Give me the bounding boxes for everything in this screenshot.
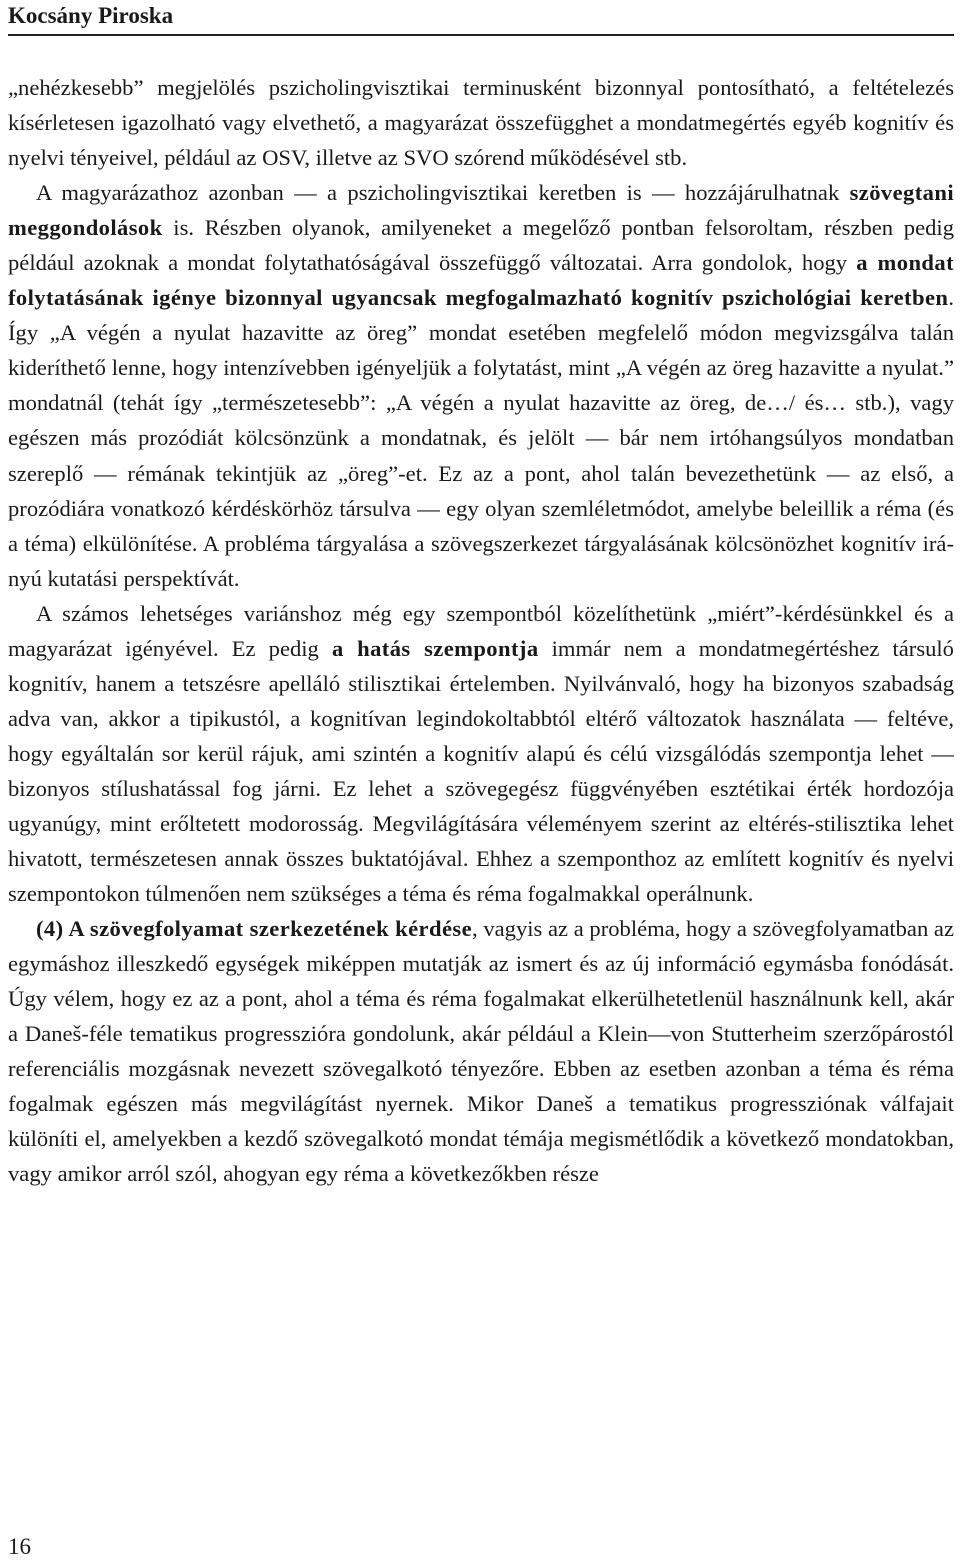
running-header-author: Kocsány Piroska xyxy=(8,3,174,28)
paragraph-text: is. Részben olyanok, amilyeneket a megelőző pontban felsoroltam, részben pedig például azoknak a mondat folytathatóságával összefüggő változatai. Arra gondolok, hogy xyxy=(8,215,954,276)
paragraph-text: , vagyis az a probléma, hogy a szövegfolyamatban az egymáshoz illeszkedő egységek miképpen mutatják az ismert és az új információ egymásba fonódását. Úgy vélem, hogy ez az a pont, ahol a téma és réma fogalmakat elkerülhetetlenül használnunk kell, akár a Daneš-féle tematikus progresszióra gondolunk, akár például a Klein—von Stutterheim szerzőpárostól referenciális mozgásnak nevezett szövegalkotó tényezőre. Ebben az esetben azonban a téma és réma fogalmak egészen más megvilágítást nyernek. Mikor Daneš a tematikus progressziónak válfajait különíti el, amelyekben a kezdő szövegalkotó mondat témája megismétlődik a következő mondatokban, vagy amikor arról szól, ahogyan egy réma a következőkben része xyxy=(8,916,954,1187)
body-text xyxy=(8,70,954,1192)
body-paragraph xyxy=(8,911,954,1191)
paragraph-text: A magyarázathoz azonban — a pszicholingvisztikai keretben is — hozzájárulhatnak xyxy=(36,180,850,206)
emphasized-text: a hatás szempontja xyxy=(331,635,539,661)
page-number: 16 xyxy=(8,1534,31,1559)
paragraph-text: „nehézkesebb” megjelölés pszicholingvisztikai terminusként bizonnyal pontosítható, a feltételezés kísérletesen igazolható vagy elvethető, a magyarázat összefügghet a mondatmegértés egyéb kognitív és nyelvi tényeivel, például az OSV, illetve az SVO szórend működésével stb. xyxy=(8,75,954,171)
running-header xyxy=(8,0,954,36)
body-paragraph xyxy=(8,70,954,175)
emphasized-text: szövegtani meggondolások xyxy=(8,180,954,241)
body-paragraph xyxy=(8,175,954,596)
paragraph-text: . Így „A végén a nyulat hazavitte az öreg” mondat esetében megfelelő módon megvizsgálva talán kideríthető lenne, hogy intenzívebben igényeljük a folytatást, mint „A végén az öreg hazavitte a nyulat.” mondatnál (tehát így „természetesebb”: „A végén a nyulat hazavitte az öreg, de…/ és… stb.), vagy egészen más prozódiát kölcsönzünk a mondatnak, és jelölt — bár nem irtóhangsúlyos mondatban szereplő — rémának tekintjük az „öreg”-et. Ez az a pont, ahol talán bevezethetünk — az első, a prozódiára vonatkozó kérdéskörhöz társulva — egy olyan szemléletmódot, amelybe beleillik a réma (és a téma) elkülönítése. A probléma tárgyalása a szövegszerkezet tárgyalásának kölcsönözhet kognitív irányú kutatási perspektívát. xyxy=(8,285,954,591)
emphasized-text: a mondat folytatásának igénye bizonnyal ugyancsak megfogalmazható kognitív pszichológiai keretben xyxy=(8,250,954,311)
body-paragraph xyxy=(8,596,954,911)
paragraph-text: A számos lehetséges variánshoz még egy szempontból közelíthetünk „miért”-kérdésünkkel és a magyarázat igényével. Ez pedig xyxy=(8,600,954,661)
emphasized-text: (4) A szövegfolyamat szerkezetének kérdése xyxy=(36,916,472,942)
paragraph-text: immár nem a mondatmegértéshez társuló kognitív, hanem a tetszésre apelláló stilisztikai értelemben. Nyilvánvaló, hogy ha bizonyos szabadság adva van, akkor a tipikustól, a kognitívan legindokoltabbtól eltérő változatok használata — feltéve, hogy egyáltalán sor kerül rájuk, ami szintén a kognitív alapú és célú vizsgálódás szempontja lehet — bizonyos stílushatással fog járni. Ez lehet a szövegegész függvényében esztétikai érték hordozója ugyanúgy, mint erőltetett modorosság. Megvilágítására véleményem szerint az eltérés-stilisztika lehet hivatott, természetesen annak összes buktatójával. Ehhez a szemponthoz az említett kognitív és nyelvi szempontokon túlmenően nem szükséges a téma és réma fogalmakkal operálnunk. xyxy=(8,635,954,907)
